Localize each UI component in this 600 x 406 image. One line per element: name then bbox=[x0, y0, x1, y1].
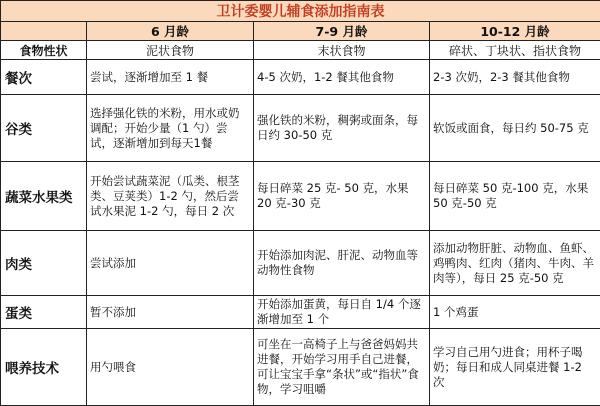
header-7-9-months: 7-9 月龄 bbox=[254, 22, 430, 41]
grains-10-12-months: 软饭或面食，每日约 50-75 克 bbox=[430, 95, 600, 162]
row-meat bbox=[1, 231, 600, 296]
table-title: 卫计委婴儿辅食添加指南表 bbox=[1, 1, 600, 22]
eggs-7-9-months: 开始添加蛋黄，每日自 1/4 个逐渐增加至 1 个 bbox=[254, 296, 430, 329]
vegetables-6-months: 开始尝试蔬菜泥（瓜类、根茎类、豆荚类）1-2 勺，然后尝试水果泥 1-2 勺，每日 2 次 bbox=[87, 162, 254, 231]
category-eggs: 蛋类 bbox=[1, 296, 87, 329]
grains-7-9-months: 强化铁的米粉，稠粥或面条，每日约 30-50 克 bbox=[254, 95, 430, 162]
food-texture-10-12-months: 碎状、丁块状、指状食物 bbox=[430, 41, 600, 60]
category-feeding-technique: 喂养技术 bbox=[1, 329, 87, 406]
food-texture-6-months: 泥状食物 bbox=[87, 41, 254, 60]
header-corner bbox=[1, 22, 87, 41]
row-feeding-technique bbox=[1, 329, 600, 406]
header-10-12-months: 10-12 月龄 bbox=[430, 22, 600, 41]
category-grains: 谷类 bbox=[1, 95, 87, 162]
category-vegetables-fruits: 蔬菜水果类 bbox=[1, 162, 87, 231]
feeding-10-12-months: 学习自己用勺进食；用杯子喝奶；每日和成人同桌进餐 1-2 次 bbox=[430, 329, 600, 406]
category-meat: 肉类 bbox=[1, 231, 87, 296]
food-texture-7-9-months: 末状食物 bbox=[254, 41, 430, 60]
food-texture-label: 食物性状 bbox=[1, 41, 87, 60]
feeding-7-9-months: 可坐在一高椅子上与爸爸妈妈共进餐，开始学习用手自己进餐，可让宝宝手拿“条状”或“指状”食物，学习咀嚼 bbox=[254, 329, 430, 406]
food-texture-row bbox=[1, 41, 600, 60]
grains-6-months: 选择强化铁的米粉，用水或奶调配；开始少量（1 勺）尝试，逐渐增加到每天1餐 bbox=[87, 95, 254, 162]
row-vegetables-fruits bbox=[1, 162, 600, 231]
meat-6-months: 尝试添加 bbox=[87, 231, 254, 296]
title-row bbox=[1, 1, 600, 22]
category-meals: 餐次 bbox=[1, 60, 87, 95]
vegetables-7-9-months: 每日碎菜 25 克- 50 克，水果 20 克-30 克 bbox=[254, 162, 430, 231]
eggs-6-months: 暂不添加 bbox=[87, 296, 254, 329]
meat-7-9-months: 开始添加肉泥、肝泥、动物血等动物性食物 bbox=[254, 231, 430, 296]
row-meals bbox=[1, 60, 600, 95]
eggs-10-12-months: 1 个鸡蛋 bbox=[430, 296, 600, 329]
meals-7-9-months: 4-5 次奶，1-2 餐其他食物 bbox=[254, 60, 430, 95]
header-6-months: 6 月龄 bbox=[87, 22, 254, 41]
meat-10-12-months: 添加动物肝脏、动物血、鱼虾、鸡鸭肉、红肉（猪肉、牛肉、羊肉等），每日 25 克-50 克 bbox=[430, 231, 600, 296]
age-header-row bbox=[1, 22, 600, 41]
feeding-6-months: 用勺喂食 bbox=[87, 329, 254, 406]
vegetables-10-12-months: 每日碎菜 50 克-100 克，水果 50 克-50 克 bbox=[430, 162, 600, 231]
row-grains bbox=[1, 95, 600, 162]
meals-6-months: 尝试，逐渐增加至 1 餐 bbox=[87, 60, 254, 95]
meals-10-12-months: 2-3 次奶，2-3 餐其他食物 bbox=[430, 60, 600, 95]
row-eggs bbox=[1, 296, 600, 329]
